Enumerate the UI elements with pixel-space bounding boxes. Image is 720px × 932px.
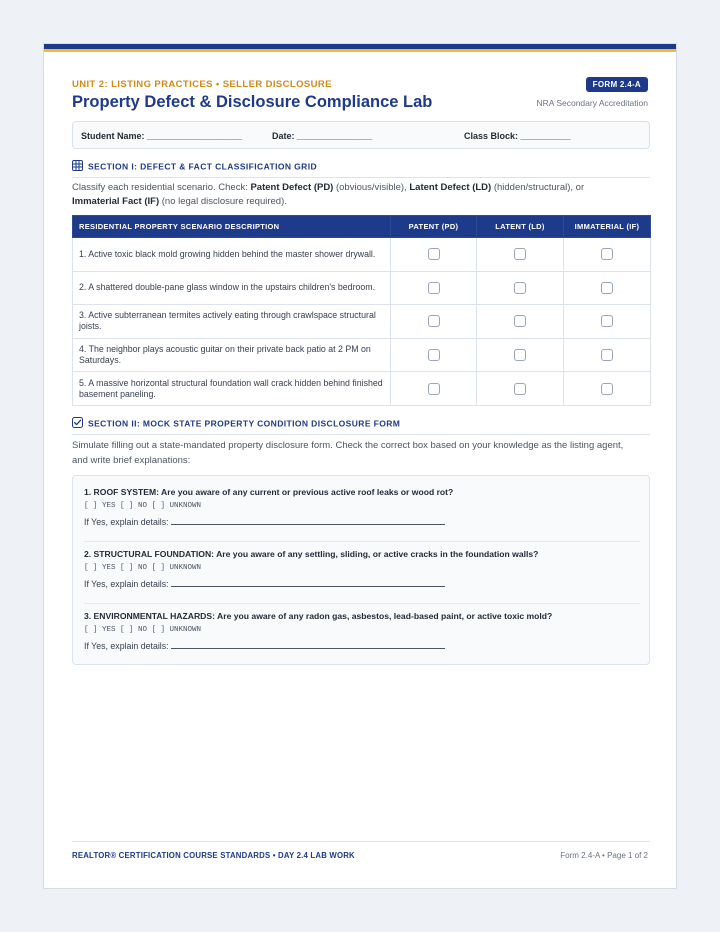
immaterial-checkbox[interactable]	[601, 248, 613, 260]
student-info-box	[72, 121, 650, 149]
table-row	[73, 271, 651, 305]
explain-row	[84, 578, 640, 589]
footer-divider	[72, 841, 650, 842]
classification-grid	[72, 215, 651, 406]
scenario-description: 3. Active subterranean termites actively eating through crawlspace structural joists.	[73, 305, 391, 339]
latent-checkbox[interactable]	[514, 248, 526, 260]
column-header-description: RESIDENTIAL PROPERTY SCENARIO DESCRIPTION	[73, 216, 391, 238]
latent-checkbox[interactable]	[514, 315, 526, 327]
patent-checkbox[interactable]	[428, 383, 440, 395]
table-row	[73, 238, 651, 272]
immaterial-checkbox[interactable]	[601, 282, 613, 294]
worksheet-page	[43, 43, 677, 889]
checklist-icon	[72, 417, 83, 430]
disclosure-question	[84, 487, 640, 527]
latent-checkbox[interactable]	[514, 282, 526, 294]
immaterial-checkbox[interactable]	[601, 383, 613, 395]
table-row	[73, 372, 651, 406]
disclosure-question	[84, 549, 640, 589]
footer-page-number: Form 2.4-A • Page 1 of 2	[560, 851, 648, 860]
scenario-description: 1. Active toxic black mold growing hidden behind the master shower drywall.	[73, 238, 391, 272]
instructions-lead: Classify each residential scenario. Check:	[72, 182, 251, 193]
question-divider	[84, 603, 640, 604]
patent-defect-term: Patent Defect (PD)	[250, 182, 334, 193]
form-number-badge: FORM 2.4-A	[586, 77, 648, 92]
immaterial-fact-term: Immaterial Fact (IF)	[72, 195, 160, 207]
explain-label: If Yes, explain details:	[84, 641, 169, 651]
table-row	[73, 338, 651, 372]
latent-note: (hidden/structural), or	[491, 182, 585, 193]
patent-note: (obvious/visible),	[333, 182, 410, 193]
section-2-heading	[72, 417, 650, 435]
yes-no-unknown-options[interactable]: [ ] YES [ ] NO [ ] UNKNOWN	[84, 564, 202, 572]
disclosure-form-box	[72, 475, 650, 665]
column-header-immaterial: IMMATERIAL (IF)	[564, 216, 651, 238]
top-gold-stripe	[44, 49, 676, 52]
footer-course-standards: REALTOR® CERTIFICATION COURSE STANDARDS • DAY 2.4 LAB WORK	[72, 851, 355, 860]
patent-checkbox[interactable]	[428, 282, 440, 294]
unit-label: UNIT 2: LISTING PRACTICES • SELLER DISCLOSURE	[72, 79, 332, 90]
latent-checkbox[interactable]	[514, 383, 526, 395]
section-2-instructions: Simulate filling out a state-mandated property disclosure form. Check the correct box based on your knowledge as the listing agent, and write brief explanations:	[72, 440, 624, 466]
question-title: 2. STRUCTURAL FOUNDATION: Are you aware of any settling, sliding, or active cracks in the foundation walls?	[84, 549, 539, 559]
question-divider	[84, 541, 640, 542]
yes-no-unknown-options[interactable]: [ ] YES [ ] NO [ ] UNKNOWN	[84, 626, 202, 634]
explain-input-line[interactable]	[171, 640, 445, 649]
question-title: 3. ENVIRONMENTAL HAZARDS: Are you aware of any radon gas, asbestos, lead-based paint, or active toxic mold?	[84, 611, 553, 621]
latent-checkbox[interactable]	[514, 349, 526, 361]
explain-label: If Yes, explain details:	[84, 579, 169, 589]
section-2-title: SECTION II: MOCK STATE PROPERTY CONDITION DISCLOSURE FORM	[88, 418, 401, 429]
grid-icon	[72, 160, 83, 173]
explain-input-line[interactable]	[171, 578, 445, 587]
patent-checkbox[interactable]	[428, 248, 440, 260]
scenario-description: 5. A massive horizontal structural foundation wall crack hidden behind finished basement paneling.	[73, 372, 391, 406]
page-title: Property Defect & Disclosure Compliance Lab	[72, 93, 433, 111]
grid-header-row	[73, 216, 651, 238]
latent-defect-term: Latent Defect (LD)	[409, 182, 492, 193]
scenario-description: 4. The neighbor plays acoustic guitar on their private back patio at 2 PM on Saturdays.	[73, 338, 391, 372]
section-1-heading	[72, 160, 650, 178]
disclosure-question	[84, 611, 640, 651]
explain-label: If Yes, explain details:	[84, 517, 169, 527]
class-block-field[interactable]: Class Block: __________	[464, 131, 571, 141]
section-1-instructions	[72, 181, 612, 208]
scenario-description: 2. A shattered double-pane glass window in the upstairs children's bedroom.	[73, 271, 391, 305]
column-header-patent: PATENT (PD)	[391, 216, 477, 238]
explain-row	[84, 516, 640, 527]
patent-checkbox[interactable]	[428, 315, 440, 327]
explain-row	[84, 640, 640, 651]
accreditation-label: NRA Secondary Accreditation	[536, 98, 648, 108]
explain-input-line[interactable]	[171, 516, 445, 525]
immaterial-checkbox[interactable]	[601, 349, 613, 361]
question-title: 1. ROOF SYSTEM: Are you aware of any current or previous active roof leaks or wood rot?	[84, 487, 454, 497]
patent-checkbox[interactable]	[428, 349, 440, 361]
immaterial-note: (no legal disclosure required).	[159, 195, 287, 207]
column-header-latent: LATENT (LD)	[477, 216, 564, 238]
yes-no-unknown-options[interactable]: [ ] YES [ ] NO [ ] UNKNOWN	[84, 502, 202, 510]
date-field[interactable]: Date: _______________	[272, 131, 373, 141]
student-name-field[interactable]: Student Name: ___________________	[81, 131, 243, 141]
table-row	[73, 305, 651, 339]
section-1-title: SECTION I: DEFECT & FACT CLASSIFICATION GRID	[88, 161, 317, 172]
immaterial-checkbox[interactable]	[601, 315, 613, 327]
